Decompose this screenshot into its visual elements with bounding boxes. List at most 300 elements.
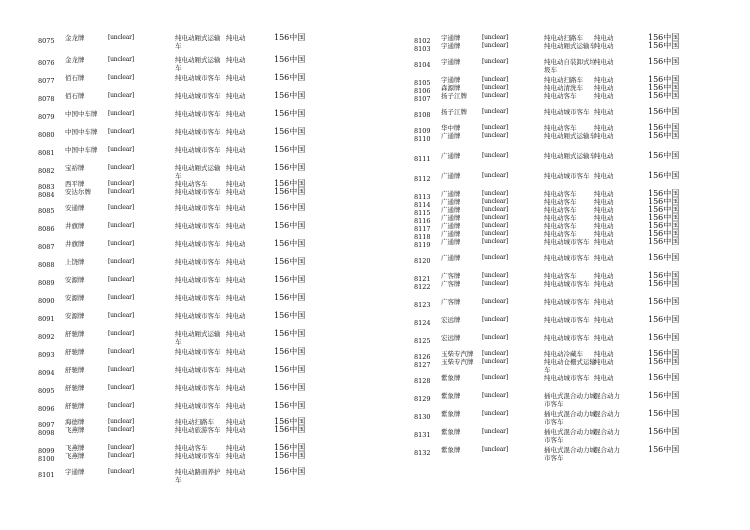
fuel-type: 纯电动 — [226, 92, 246, 100]
origin-country: 156中国 — [648, 83, 680, 92]
row-number: 8115 — [414, 209, 431, 217]
model-code: [unclear] — [108, 426, 134, 433]
fuel-type: 纯电动 — [226, 180, 246, 188]
origin-country: 156中国 — [274, 365, 306, 374]
origin-country: 156中国 — [274, 257, 306, 266]
origin-country: 156中国 — [648, 427, 680, 436]
brand-name: 扬子江牌 — [441, 108, 467, 116]
brand-name: 安源牌 — [65, 276, 85, 284]
brand-name: 广客牌 — [441, 298, 461, 306]
brand-name: 紫象牌 — [441, 446, 461, 454]
vehicle-type: 纯电动城市客车 — [175, 402, 221, 410]
model-code: [unclear] — [482, 198, 508, 205]
origin-country: 156中国 — [274, 417, 306, 426]
fuel-type: 纯电动 — [226, 56, 246, 64]
origin-country: 156中国 — [274, 401, 306, 410]
vehicle-type: 纯电动城市客车 — [544, 298, 590, 306]
left-column — [38, 34, 338, 484]
brand-name: 玉柴专汽牌 — [441, 358, 474, 366]
fuel-type: 混合动力 — [594, 392, 620, 400]
brand-name: 广通牌 — [441, 254, 461, 262]
vehicle-type: 纯电动路面养护车 — [175, 468, 221, 484]
vehicle-type: 纯电动客车 — [544, 190, 577, 198]
brand-name: 金龙牌 — [65, 56, 85, 64]
brand-name: 广通牌 — [441, 238, 461, 246]
model-code: [unclear] — [482, 152, 508, 159]
vehicle-type: 纯电动仓栅式运输车 — [544, 358, 596, 374]
brand-name: 舒驰牌 — [65, 348, 85, 356]
brand-name: 舒驰牌 — [65, 402, 85, 410]
vehicle-type: 纯电动厢式运输车 — [175, 330, 221, 346]
origin-country: 156中国 — [648, 357, 680, 366]
fuel-type: 纯电动 — [594, 190, 614, 198]
row-number: 8117 — [414, 225, 431, 233]
row-number: 8120 — [414, 257, 431, 265]
origin-country: 156中国 — [274, 383, 306, 392]
brand-name: 井旗牌 — [65, 240, 85, 248]
row-number: 8105 — [414, 79, 431, 87]
fuel-type: 纯电动 — [226, 384, 246, 392]
vehicle-type: 纯电动客车 — [175, 444, 208, 452]
model-code: [unclear] — [108, 128, 134, 135]
table-row — [38, 222, 338, 240]
fuel-type: 纯电动 — [594, 350, 614, 358]
row-number: 8084 — [38, 191, 55, 199]
origin-country: 156中国 — [274, 425, 306, 434]
model-code: [unclear] — [108, 366, 134, 373]
origin-country: 156中国 — [648, 445, 680, 454]
brand-name: 安源牌 — [65, 294, 85, 302]
model-code: [unclear] — [482, 124, 508, 131]
row-number: 8126 — [414, 353, 431, 361]
origin-country: 156中国 — [648, 189, 680, 198]
brand-name: 宇通牌 — [441, 42, 461, 50]
model-code: [unclear] — [108, 164, 134, 171]
row-number: 8083 — [38, 183, 55, 191]
origin-country: 156中国 — [648, 333, 680, 342]
vehicle-type: 纯电动客车 — [175, 180, 208, 188]
vehicle-type: 纯电动城市客车 — [544, 238, 590, 246]
table-row — [38, 110, 338, 128]
model-code: [unclear] — [108, 146, 134, 153]
table-row — [38, 452, 338, 468]
fuel-type: 纯电动 — [226, 110, 246, 118]
model-code: [unclear] — [108, 92, 134, 99]
origin-country: 156中国 — [648, 131, 680, 140]
vehicle-type: 纯电动城市客车 — [175, 240, 221, 248]
row-number: 8075 — [38, 37, 55, 45]
origin-country: 156中国 — [648, 297, 680, 306]
brand-name: 井旗牌 — [65, 222, 85, 230]
row-number: 8108 — [414, 111, 431, 119]
table-row — [38, 312, 338, 330]
fuel-type: 纯电动 — [594, 92, 614, 100]
table-row — [38, 294, 338, 312]
vehicle-type: 纯电动厢式运输车 — [175, 56, 221, 72]
fuel-type: 纯电动 — [594, 132, 614, 140]
row-number: 8088 — [38, 261, 55, 269]
model-code: [unclear] — [108, 74, 134, 81]
row-number: 8097 — [38, 421, 55, 429]
model-code: [unclear] — [482, 76, 508, 83]
model-code: [unclear] — [482, 358, 508, 365]
table-row — [414, 42, 714, 58]
vehicle-type: 纯电动客车 — [544, 214, 577, 222]
table-row — [38, 188, 338, 204]
brand-name: 紫象牌 — [441, 374, 461, 382]
origin-country: 156中国 — [648, 271, 680, 280]
brand-name: 宇通牌 — [441, 76, 461, 84]
row-number: 8107 — [414, 95, 431, 103]
brand-name: 飞燕牌 — [65, 452, 85, 460]
origin-country: 156中国 — [648, 151, 680, 160]
fuel-type: 纯电动 — [594, 358, 614, 366]
table-row — [38, 402, 338, 418]
table-row — [414, 358, 714, 374]
fuel-type: 混合动力 — [594, 428, 620, 436]
row-number: 8104 — [414, 61, 431, 69]
table-row — [414, 334, 714, 350]
origin-country: 156中国 — [648, 391, 680, 400]
origin-country: 156中国 — [274, 239, 306, 248]
vehicle-type: 纯电动城市客车 — [544, 108, 590, 116]
brand-name: 紫象牌 — [441, 428, 461, 436]
model-code: [unclear] — [482, 222, 508, 229]
row-number: 8121 — [414, 275, 431, 283]
model-code: [unclear] — [482, 230, 508, 237]
brand-name: 广通牌 — [441, 230, 461, 238]
origin-country: 156中国 — [274, 221, 306, 230]
brand-name: 上饶牌 — [65, 258, 85, 266]
table-row — [38, 348, 338, 366]
brand-name: 舒驰牌 — [65, 384, 85, 392]
model-code: [unclear] — [482, 254, 508, 261]
model-code: [unclear] — [482, 298, 508, 305]
row-number: 8127 — [414, 361, 431, 369]
fuel-type: 纯电动 — [594, 230, 614, 238]
vehicle-type: 插电式混合动力城市客车 — [544, 410, 596, 426]
vehicle-type: 纯电动厢式运输车 — [544, 132, 596, 140]
model-code: [unclear] — [482, 428, 508, 435]
brand-name: 广通牌 — [441, 214, 461, 222]
vehicle-type: 纯电动城市客车 — [175, 348, 221, 356]
vehicle-type: 纯电动旅游客车 — [175, 426, 221, 434]
fuel-type: 纯电动 — [226, 312, 246, 320]
fuel-type: 纯电动 — [594, 298, 614, 306]
fuel-type: 纯电动 — [594, 334, 614, 342]
row-number: 8095 — [38, 387, 55, 395]
vehicle-type: 纯电动扫路车 — [544, 34, 583, 42]
vehicle-type: 纯电动客车 — [544, 206, 577, 214]
fuel-type: 纯电动 — [226, 444, 246, 452]
row-number: 8112 — [414, 175, 431, 183]
table-row — [38, 468, 338, 484]
origin-country: 156中国 — [648, 171, 680, 180]
row-number: 8130 — [414, 413, 431, 421]
vehicle-type: 纯电动城市客车 — [544, 334, 590, 342]
row-number: 8113 — [414, 193, 431, 201]
model-code: [unclear] — [108, 258, 134, 265]
origin-country: 156中国 — [274, 311, 306, 320]
table-row — [414, 254, 714, 272]
vehicle-type: 纯电动冷藏车 — [544, 350, 583, 358]
origin-country: 156中国 — [274, 451, 306, 460]
origin-country: 156中国 — [274, 293, 306, 302]
origin-country: 156中国 — [648, 41, 680, 50]
table-row — [38, 366, 338, 384]
brand-name: 宇通牌 — [441, 58, 461, 66]
fuel-type: 混合动力 — [594, 446, 620, 454]
origin-country: 156中国 — [274, 467, 306, 476]
origin-country: 156中国 — [648, 197, 680, 206]
vehicle-type: 纯电动清洗车 — [544, 84, 583, 92]
row-number: 8132 — [414, 449, 431, 457]
model-code: [unclear] — [482, 272, 508, 279]
row-number: 8080 — [38, 131, 55, 139]
fuel-type: 纯电动 — [226, 468, 246, 476]
vehicle-type: 纯电动厢式运输车 — [544, 42, 596, 50]
origin-country: 156中国 — [648, 33, 680, 42]
model-code: [unclear] — [482, 92, 508, 99]
model-code: [unclear] — [108, 452, 134, 459]
table-row — [38, 384, 338, 402]
vehicle-type: 纯电动城市客车 — [175, 258, 221, 266]
model-code: [unclear] — [482, 392, 508, 399]
vehicle-type: 纯电动城市客车 — [175, 452, 221, 460]
fuel-type: 纯电动 — [594, 84, 614, 92]
row-number: 8110 — [414, 135, 431, 143]
vehicle-type: 插电式混合动力城市客车 — [544, 428, 596, 444]
table-row — [38, 74, 338, 92]
brand-name: 飞燕牌 — [65, 444, 85, 452]
fuel-type: 纯电动 — [226, 402, 246, 410]
brand-name: 广客牌 — [441, 280, 461, 288]
brand-name: 金龙牌 — [65, 34, 85, 42]
model-code: [unclear] — [108, 468, 134, 475]
brand-name: 扬子江牌 — [441, 92, 467, 100]
origin-country: 156中国 — [648, 75, 680, 84]
model-code: [unclear] — [108, 444, 134, 451]
origin-country: 156中国 — [274, 73, 306, 82]
row-number: 8078 — [38, 95, 55, 103]
fuel-type: 纯电动 — [594, 152, 614, 160]
brand-name: 安达尔牌 — [65, 188, 91, 196]
table-row — [414, 316, 714, 334]
fuel-type: 纯电动 — [226, 34, 246, 42]
fuel-type: 纯电动 — [226, 348, 246, 356]
model-code: [unclear] — [108, 188, 134, 195]
fuel-type: 纯电动 — [226, 222, 246, 230]
fuel-type: 纯电动 — [594, 280, 614, 288]
row-number: 8122 — [414, 283, 431, 291]
origin-country: 156中国 — [274, 443, 306, 452]
table-row — [38, 164, 338, 180]
model-code: [unclear] — [482, 316, 508, 323]
brand-name: 紫象牌 — [441, 410, 461, 418]
model-code: [unclear] — [108, 330, 134, 337]
vehicle-type: 纯电动客车 — [544, 198, 577, 206]
vehicle-type: 纯电动城市客车 — [175, 204, 221, 212]
vehicle-type: 纯电动城市客车 — [175, 146, 221, 154]
vehicle-type: 纯电动城市客车 — [175, 384, 221, 392]
origin-country: 156中国 — [274, 203, 306, 212]
row-number: 8081 — [38, 149, 55, 157]
brand-name: 宇通牌 — [441, 34, 461, 42]
row-number: 8103 — [414, 45, 431, 53]
row-number: 8109 — [414, 127, 431, 135]
brand-name: 中国中车牌 — [65, 146, 98, 154]
fuel-type: 纯电动 — [226, 276, 246, 284]
table-row — [414, 428, 714, 446]
row-number: 8129 — [414, 395, 431, 403]
table-row — [38, 34, 338, 56]
table-row — [38, 426, 338, 444]
brand-name: 中国中车牌 — [65, 110, 98, 118]
model-code: [unclear] — [482, 214, 508, 221]
row-number: 8123 — [414, 301, 431, 309]
table-row — [38, 204, 338, 222]
vehicle-type: 插电式混合动力城市客车 — [544, 392, 596, 408]
vehicle-type: 纯电动厢式运输车 — [544, 152, 596, 160]
brand-name: 宝裕牌 — [65, 164, 85, 172]
origin-country: 156中国 — [648, 349, 680, 358]
fuel-type: 纯电动 — [594, 34, 614, 42]
model-code: [unclear] — [482, 190, 508, 197]
fuel-type: 纯电动 — [594, 316, 614, 324]
right-column — [414, 34, 714, 464]
fuel-type: 纯电动 — [226, 258, 246, 266]
brand-name: 宇通牌 — [65, 468, 85, 476]
row-number: 8114 — [414, 201, 431, 209]
model-code: [unclear] — [482, 374, 508, 381]
table-row — [38, 92, 338, 110]
table-row — [414, 58, 714, 76]
fuel-type: 纯电动 — [226, 188, 246, 196]
origin-country: 156中国 — [648, 221, 680, 230]
table-row — [414, 92, 714, 108]
origin-country: 156中国 — [274, 187, 306, 196]
model-code: [unclear] — [482, 58, 508, 65]
origin-country: 156中国 — [648, 315, 680, 324]
origin-country: 156中国 — [274, 145, 306, 154]
fuel-type: 纯电动 — [226, 164, 246, 172]
brand-name: 飞燕牌 — [65, 426, 85, 434]
model-code: [unclear] — [482, 34, 508, 41]
row-number: 8091 — [38, 315, 55, 323]
origin-country: 156中国 — [648, 253, 680, 262]
table-row — [414, 132, 714, 152]
model-code: [unclear] — [482, 410, 508, 417]
model-code: [unclear] — [108, 402, 134, 409]
fuel-type: 纯电动 — [594, 254, 614, 262]
brand-name: 舒驰牌 — [65, 366, 85, 374]
origin-country: 156中国 — [274, 179, 306, 188]
table-row — [414, 172, 714, 190]
table-row — [414, 280, 714, 298]
model-code: [unclear] — [108, 312, 134, 319]
origin-country: 156中国 — [274, 127, 306, 136]
table-row — [38, 276, 338, 294]
table-row — [414, 298, 714, 316]
model-code: [unclear] — [482, 172, 508, 179]
fuel-type: 纯电动 — [594, 172, 614, 180]
brand-name: 广通牌 — [441, 152, 461, 160]
brand-name: 西平牌 — [65, 180, 85, 188]
row-number: 8124 — [414, 319, 431, 327]
brand-name: 宏远牌 — [441, 316, 461, 324]
vehicle-type: 纯电动厢式运输车 — [175, 164, 221, 180]
vehicle-type: 纯电动城市客车 — [175, 110, 221, 118]
origin-country: 156中国 — [648, 229, 680, 238]
vehicle-type: 纯电动客车 — [544, 230, 577, 238]
fuel-type: 纯电动 — [226, 128, 246, 136]
vehicle-type: 纯电动城市客车 — [175, 276, 221, 284]
origin-country: 156中国 — [274, 33, 306, 42]
row-number: 8118 — [414, 233, 431, 241]
fuel-type: 纯电动 — [226, 366, 246, 374]
table-row — [38, 330, 338, 348]
row-number: 8098 — [38, 429, 55, 437]
row-number: 8119 — [414, 241, 431, 249]
table-row — [414, 446, 714, 464]
row-number: 8085 — [38, 207, 55, 215]
fuel-type: 纯电动 — [226, 294, 246, 302]
table-row — [414, 108, 714, 124]
vehicle-type: 纯电动城市客车 — [544, 374, 590, 382]
origin-country: 156中国 — [274, 163, 306, 172]
brand-name: 佰石牌 — [65, 92, 85, 100]
brand-name: 安源牌 — [65, 312, 85, 320]
vehicle-type: 纯电动城市客车 — [175, 222, 221, 230]
fuel-type: 纯电动 — [226, 452, 246, 460]
fuel-type: 纯电动 — [594, 108, 614, 116]
origin-country: 156中国 — [274, 275, 306, 284]
fuel-type: 纯电动 — [226, 418, 246, 426]
row-number: 8079 — [38, 113, 55, 121]
vehicle-type: 纯电动客车 — [544, 222, 577, 230]
model-code: [unclear] — [108, 110, 134, 117]
table-row — [414, 410, 714, 428]
vehicle-type: 纯电动城市客车 — [175, 188, 221, 196]
model-code: [unclear] — [482, 350, 508, 357]
origin-country: 156中国 — [274, 91, 306, 100]
row-number: 8102 — [414, 37, 431, 45]
origin-country: 156中国 — [648, 57, 680, 66]
vehicle-type: 纯电动城市客车 — [175, 74, 221, 82]
vehicle-type: 插电式混合动力城市客车 — [544, 446, 596, 462]
table-row — [414, 152, 714, 172]
vehicle-type: 纯电动城市客车 — [175, 366, 221, 374]
fuel-type: 纯电动 — [594, 272, 614, 280]
brand-name: 中国中车牌 — [65, 128, 98, 136]
vehicle-type: 纯电动城市客车 — [544, 172, 590, 180]
model-code: [unclear] — [482, 84, 508, 91]
origin-country: 156中国 — [648, 409, 680, 418]
row-number: 8125 — [414, 337, 431, 345]
brand-name: 广通牌 — [441, 222, 461, 230]
model-code: [unclear] — [108, 418, 134, 425]
model-code: [unclear] — [108, 348, 134, 355]
brand-name: 安通牌 — [65, 204, 85, 212]
vehicle-type: 纯电动厢式运输车 — [175, 34, 221, 50]
origin-country: 156中国 — [274, 55, 306, 64]
brand-name: 森源牌 — [441, 84, 461, 92]
model-code: [unclear] — [482, 446, 508, 453]
brand-name: 华中牌 — [441, 124, 461, 132]
fuel-type: 纯电动 — [594, 238, 614, 246]
vehicle-type: 纯电动客车 — [544, 92, 577, 100]
fuel-type: 纯电动 — [594, 198, 614, 206]
